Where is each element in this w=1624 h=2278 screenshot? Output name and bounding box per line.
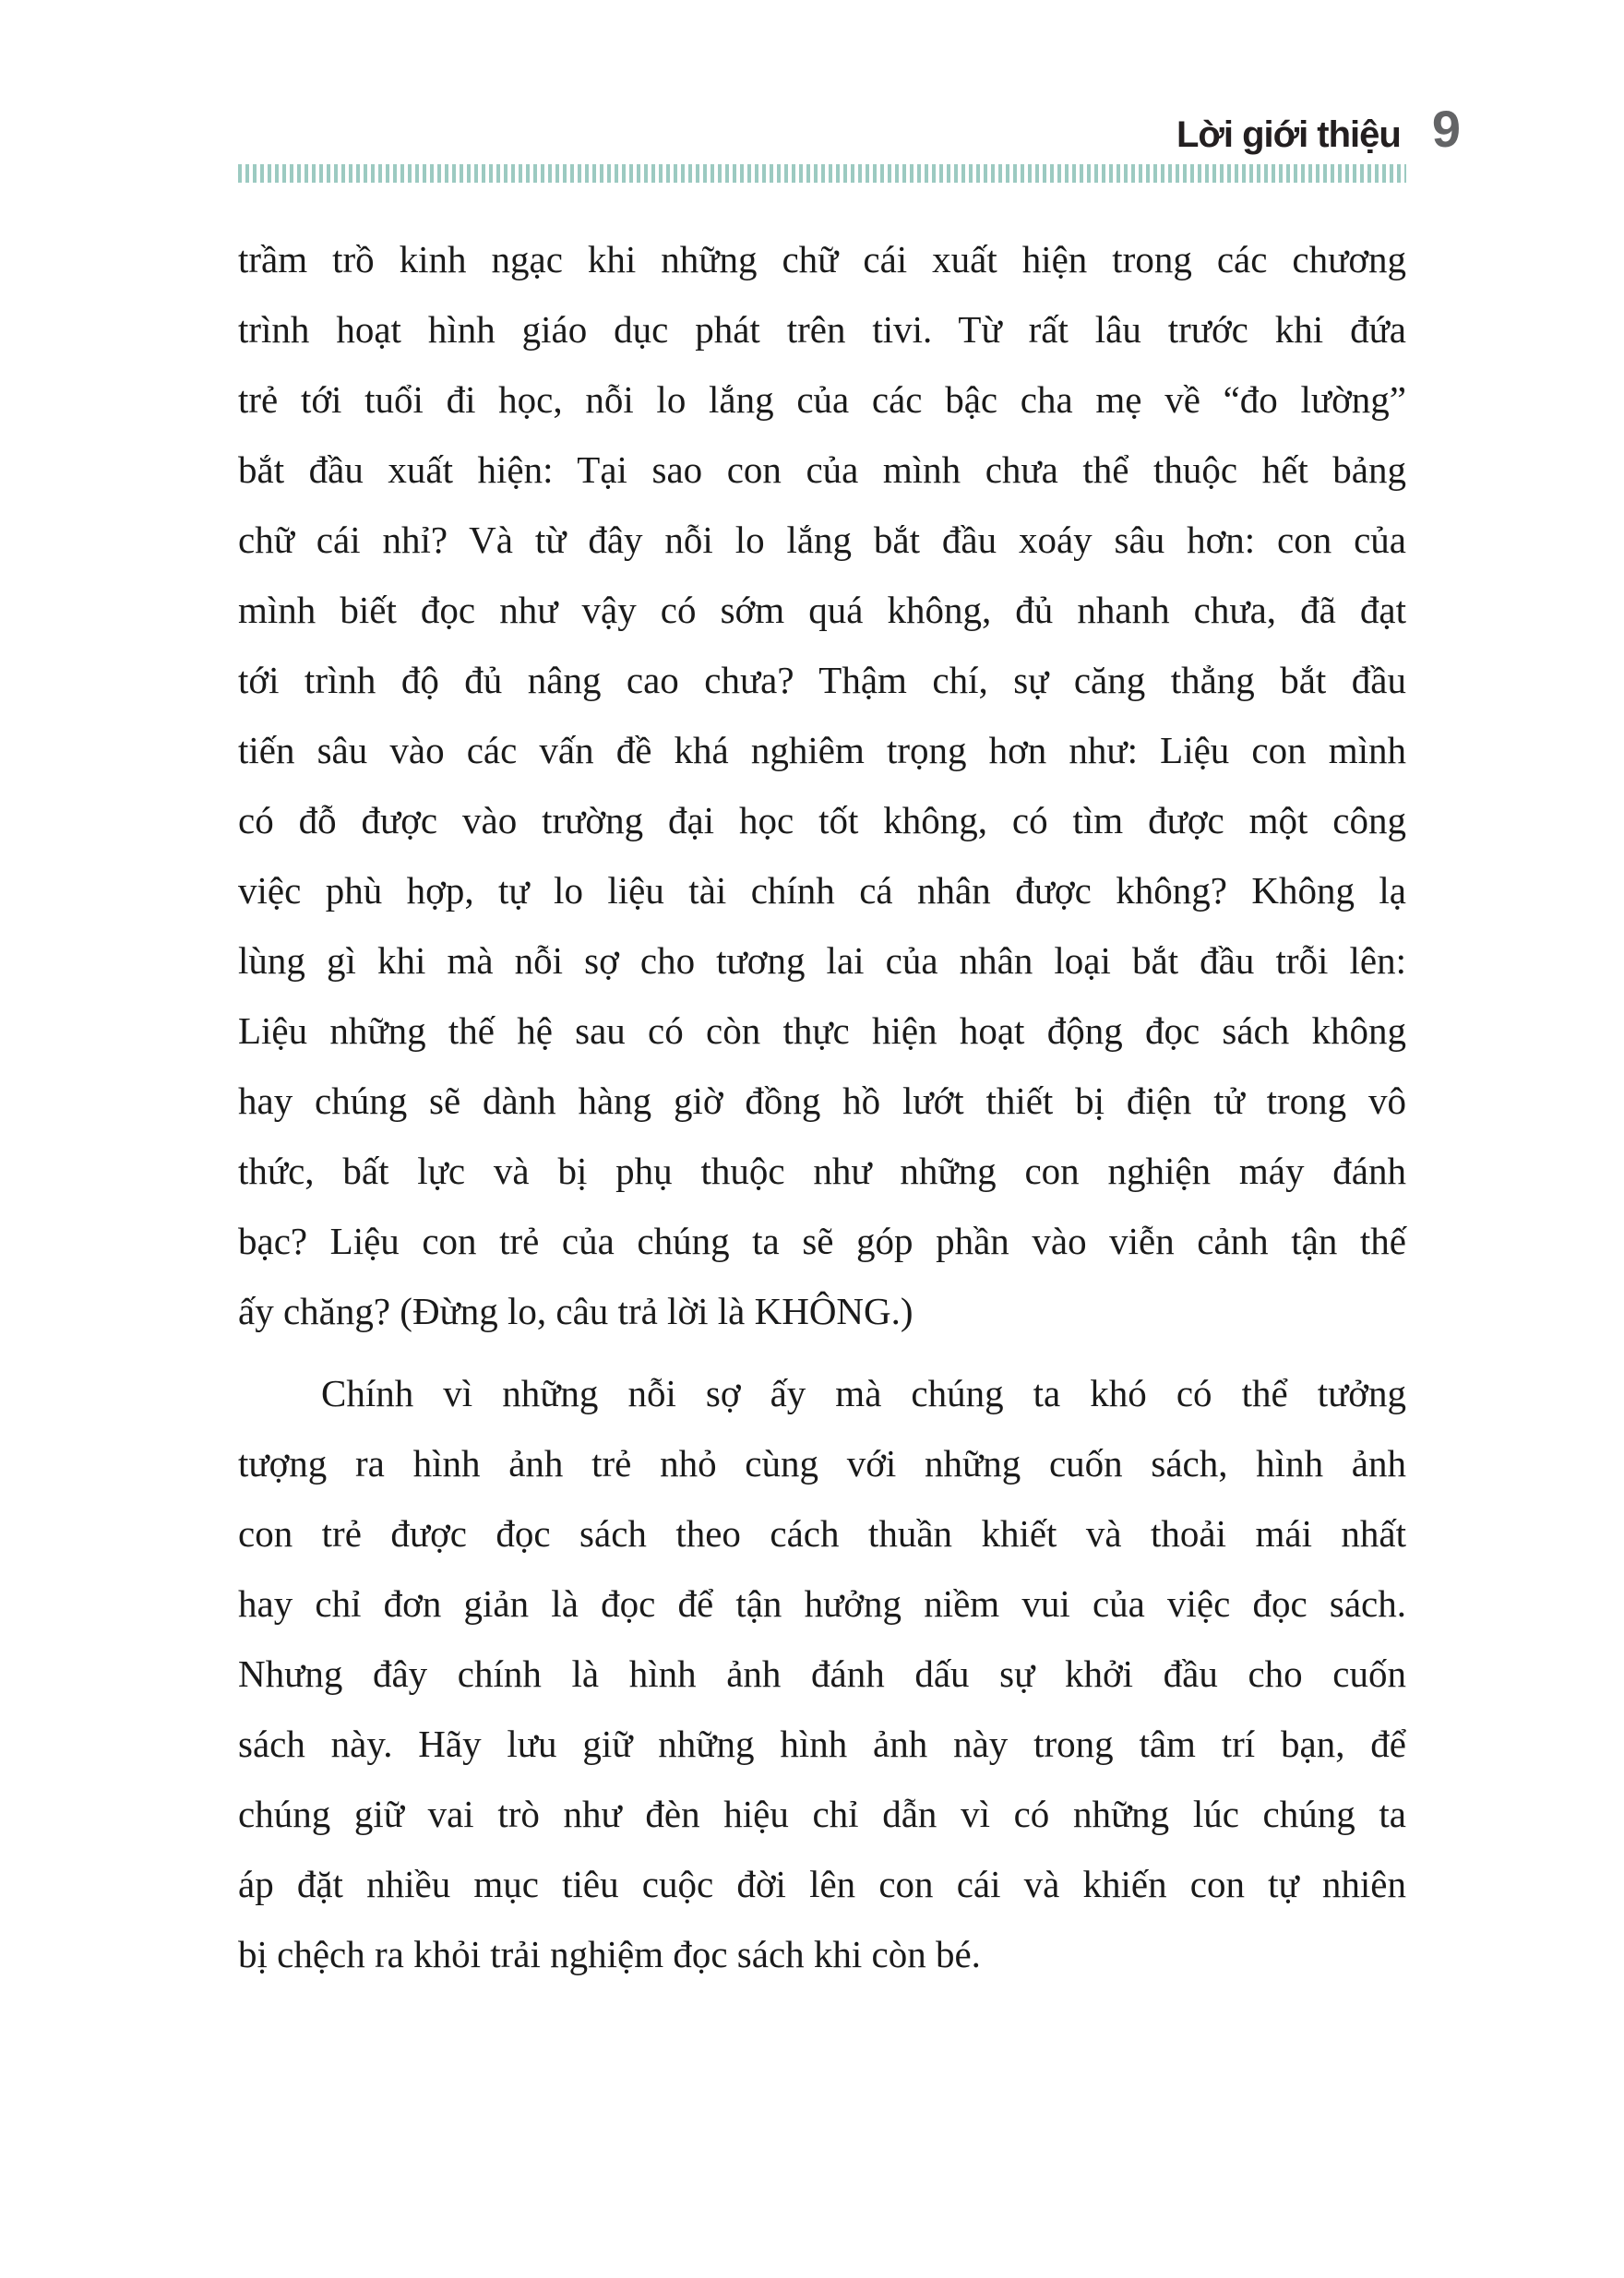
text-line: mình biết đọc như vậy có sớm quá không, đủ nhanh chưa, đã đạt — [238, 589, 1406, 631]
text-line: hay chúng sẽ dành hàng giờ đồng hồ lướt thiết bị điện tử trong vô — [238, 1079, 1406, 1122]
text-line: trầm trồ kinh ngạc khi những chữ cái xuất hiện trong các chương — [238, 238, 1406, 280]
text-line: tới trình độ đủ nâng cao chưa? Thậm chí, sự căng thẳng bắt đầu — [238, 659, 1406, 701]
text-line: thức, bất lực và bị phụ thuộc như những con nghiện máy đánh — [238, 1150, 1406, 1192]
text-line: áp đặt nhiều mục tiêu cuộc đời lên con cái và khiến con tự nhiên — [238, 1863, 1406, 1905]
text-line: con trẻ được đọc sách theo cách thuần khiết và thoải mái nhất — [238, 1512, 1406, 1555]
text-line: tiến sâu vào các vấn đề khá nghiêm trọng hơn như: Liệu con mình — [238, 729, 1406, 771]
text-line: hay chỉ đơn giản là đọc để tận hưởng niềm vui của việc đọc sách. — [238, 1582, 1406, 1625]
text-line: Nhưng đây chính là hình ảnh đánh dấu sự khởi đầu cho cuốn — [238, 1652, 1406, 1695]
text-line: sách này. Hãy lưu giữ những hình ảnh này trong tâm trí bạn, để — [238, 1723, 1406, 1765]
text-line: trình hoạt hình giáo dục phát trên tivi. Từ rất lâu trước khi đứa — [238, 308, 1406, 351]
page-number: 9 — [1431, 100, 1461, 158]
text-line: ấy chăng? (Đừng lo, câu trả lời là KHÔNG.) — [238, 1290, 914, 1332]
body-text — [238, 224, 1406, 1989]
paragraph — [238, 1358, 1406, 1989]
paragraph — [238, 224, 1406, 1346]
section-title: Lời giới thiệu — [1176, 114, 1401, 155]
text-line: có đỗ được vào trường đại học tốt không, có tìm được một công — [238, 799, 1406, 841]
page-header — [238, 100, 1461, 161]
text-line: Chính vì những nỗi sợ ấy mà chúng ta khó có thể tưởng — [321, 1372, 1406, 1414]
header-rule-stripes — [238, 164, 1406, 183]
text-line: việc phù hợp, tự lo liệu tài chính cá nhân được không? Không lạ — [238, 869, 1406, 912]
text-line: lùng gì khi mà nỗi sợ cho tương lai của nhân loại bắt đầu trỗi lên: — [238, 939, 1406, 982]
text-line: Liệu những thế hệ sau có còn thực hiện hoạt động đọc sách không — [238, 1009, 1406, 1052]
text-line: chữ cái nhỉ? Và từ đây nỗi lo lắng bắt đầu xoáy sâu hơn: con của — [238, 519, 1406, 561]
text-line: bị chệch ra khỏi trải nghiệm đọc sách khi còn bé. — [238, 1933, 981, 1975]
text-line: chúng giữ vai trò như đèn hiệu chỉ dẫn vì có những lúc chúng ta — [238, 1793, 1406, 1835]
text-line: bạc? Liệu con trẻ của chúng ta sẽ góp phần vào viễn cảnh tận thế — [238, 1220, 1406, 1262]
text-line: tượng ra hình ảnh trẻ nhỏ cùng với những cuốn sách, hình ảnh — [238, 1442, 1406, 1485]
text-line: bắt đầu xuất hiện: Tại sao con của mình chưa thể thuộc hết bảng — [238, 448, 1406, 491]
text-line: trẻ tới tuổi đi học, nỗi lo lắng của các bậc cha mẹ về “đo lường” — [238, 378, 1406, 421]
